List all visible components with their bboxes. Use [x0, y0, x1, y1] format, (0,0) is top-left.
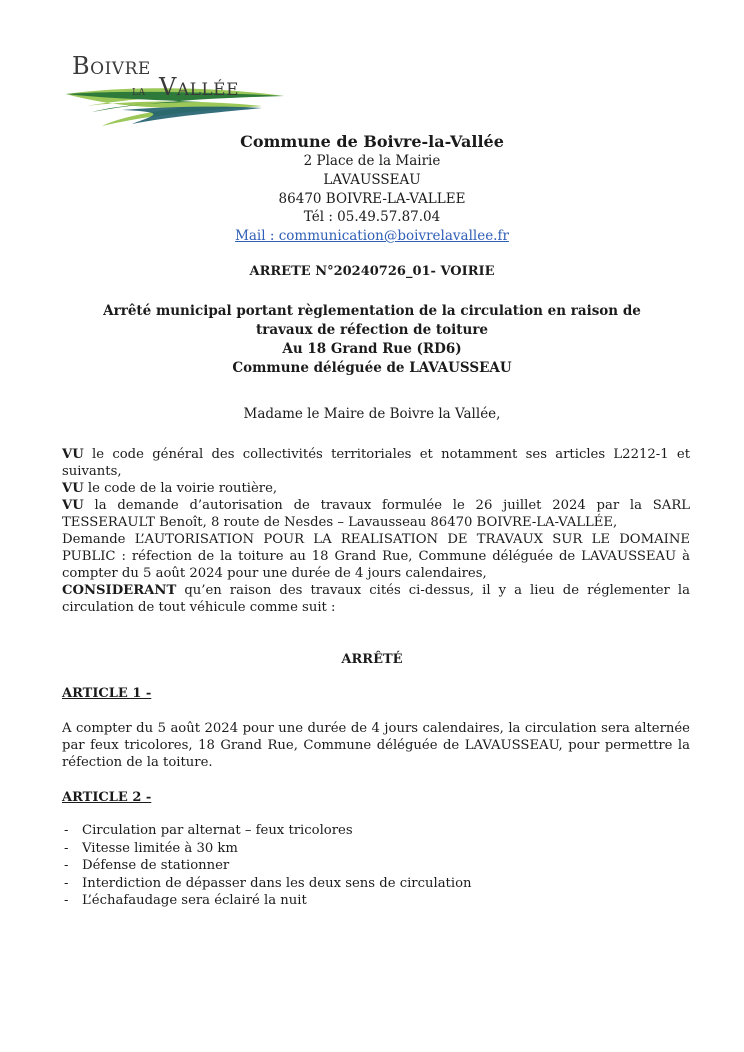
- address-line-2: LAVAUSSEAU: [323, 172, 421, 188]
- list-item-text: Vitesse limitée à 30 km: [82, 840, 238, 856]
- article-2-heading: ARTICLE 2 -: [62, 790, 152, 805]
- title-line-2: travaux de réfection de toiture: [255, 322, 489, 338]
- preamble-paragraph: [62, 480, 690, 497]
- article-2-list: [64, 822, 472, 910]
- address-line-1: 2 Place de la Mairie: [303, 153, 441, 169]
- article-1-text: A compter du 5 août 2024 pour une durée de 4 jours calendaires, la circulation sera alternée par feux tricolores, 18 Grand Rue, Commune déléguée de LAVAUSSEAU, pour permettre la réfection de la toiture.: [62, 721, 690, 770]
- vu-keyword: VU: [62, 447, 84, 462]
- list-dash: -: [64, 858, 69, 873]
- logo-text-la: la: [132, 84, 146, 99]
- arrete-heading: ARRÊTÉ: [341, 652, 403, 667]
- list-dash: -: [64, 840, 69, 856]
- title-line-1: Arrêté municipal portant règlementation de la circulation en raison de: [103, 303, 641, 319]
- preamble: [62, 446, 690, 616]
- article-1-heading: ARTICLE 1 -: [62, 686, 152, 701]
- list-dash: -: [64, 823, 69, 838]
- preamble-paragraph: Demande L’AUTORISATION POUR LA REALISATION DE TRAVAUX SUR LE DOMAINE PUBLIC : réfection de la toiture au 18 Grand Rue, Commune déléguée de LAVAUSSEAU à compter du 5 août 2024 pour une durée de 4 jours calendaires,: [62, 532, 690, 581]
- preamble-text: qu’en raison des travaux cités ci-dessus, il y a lieu de réglementer la circulation de tout véhicule comme suit :: [62, 583, 690, 615]
- considerant-keyword: CONSIDERANT: [62, 583, 177, 598]
- list-dash: -: [64, 875, 69, 891]
- preamble-text: la demande d’autorisation de travaux formulée le 26 juillet 2024 par la SARL TESSERAULT Benoît, 8 route de Nesdes – Lavausseau 86470 BOIVRE-LA-VALLÉE,: [62, 498, 690, 530]
- logo-text-vallee: Vallée: [159, 73, 240, 101]
- list-item: [64, 840, 472, 858]
- boivre-la-vallee-logo: [62, 50, 292, 130]
- vu-keyword: VU: [62, 498, 84, 513]
- phone-number: Tél : 05.49.57.87.04: [303, 209, 441, 225]
- address-line-3: 86470 BOIVRE-LA-VALLEE: [278, 191, 466, 207]
- list-item-text: Circulation par alternat – feux tricolores: [82, 823, 353, 838]
- list-item-text: Interdiction de dépasser dans les deux sens de circulation: [82, 875, 472, 891]
- list-item: [64, 875, 472, 893]
- list-item-text: L’échafaudage sera éclairé la nuit: [82, 893, 307, 908]
- title-line-4: Commune déléguée de LAVAUSSEAU: [232, 360, 512, 376]
- email-link[interactable]: Mail : communication@boivrelavallee.fr: [235, 228, 509, 244]
- preamble-paragraph: [62, 446, 690, 480]
- list-item-text: Défense de stationner: [82, 858, 230, 873]
- arrete-number: ARRETE N°20240726_01- VOIRIE: [249, 264, 495, 279]
- document-title: [0, 302, 744, 378]
- preamble-paragraph: [62, 497, 690, 531]
- preamble-paragraph: [62, 582, 690, 616]
- list-item: [64, 822, 472, 840]
- vu-keyword: VU: [62, 481, 84, 496]
- list-item: [64, 892, 472, 910]
- logo-text-boivre: Boivre: [72, 52, 151, 80]
- greeting: Madame le Maire de Boivre la Vallée,: [243, 406, 501, 422]
- preamble-text: le code de la voirie routière,: [83, 481, 278, 496]
- list-item: [64, 857, 472, 875]
- list-dash: -: [64, 893, 69, 908]
- preamble-text: le code général des collectivités territoriales et notamment ses articles L2212-1 et suivants,: [62, 447, 690, 479]
- title-line-3: Au 18 Grand Rue (RD6): [282, 341, 462, 357]
- commune-name: Commune de Boivre-la-Vallée: [240, 132, 504, 151]
